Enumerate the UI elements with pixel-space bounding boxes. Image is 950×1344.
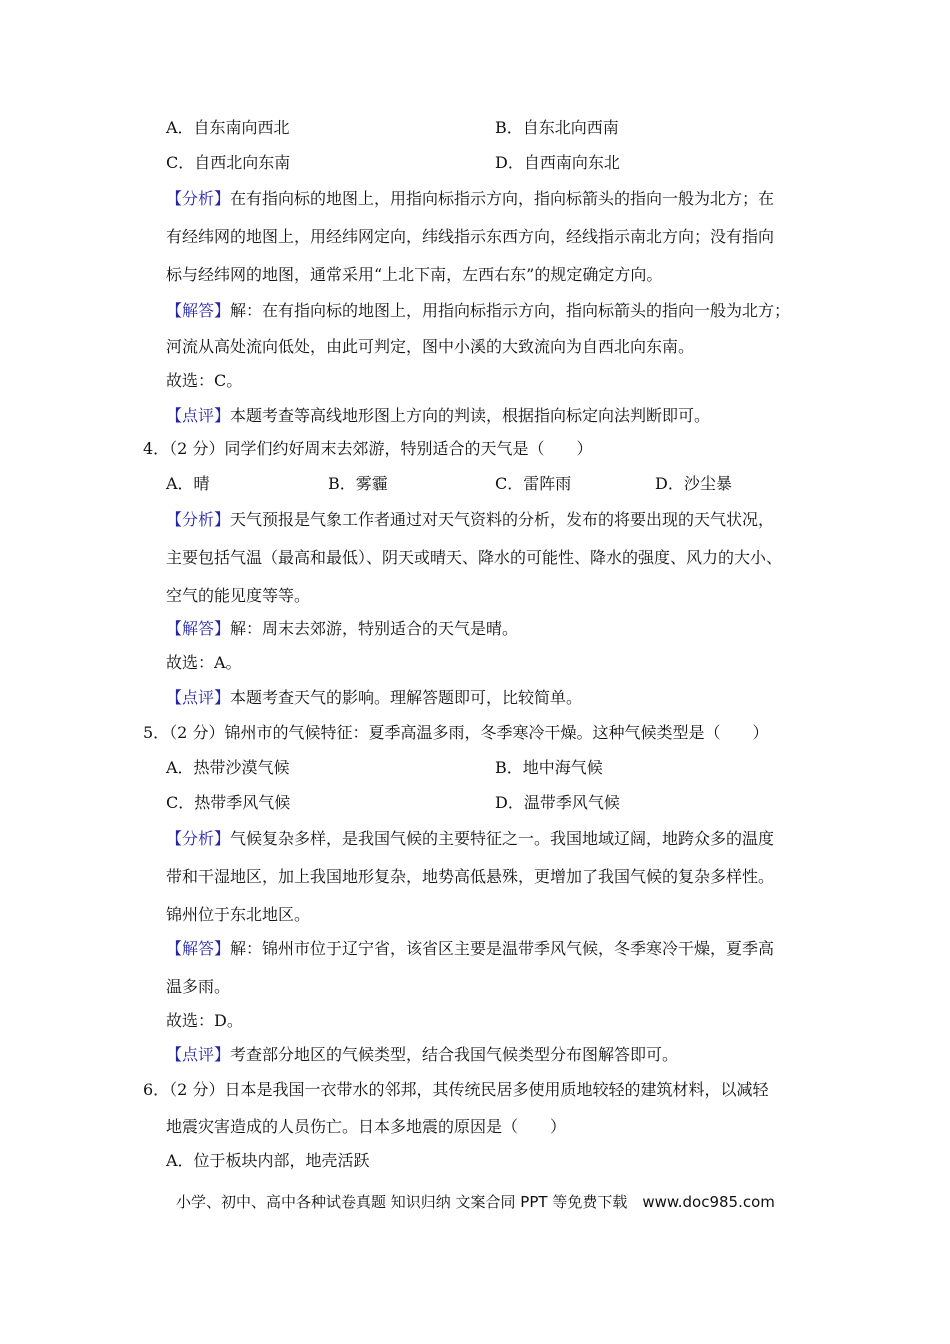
q3-answer-line-2: 河流从高处流向低处，由此可判定，图中小溪的大致流向为自西北向东南。 <box>166 337 695 356</box>
answer-text: 解：在有指向标的地图上，用指向标指示方向，指向标箭头的指向一般为北方； <box>230 301 791 320</box>
answer-tag: 【解答】 <box>166 619 231 638</box>
q3-analysis-line-1 <box>166 189 774 209</box>
q4-choice: 故选：A。 <box>166 653 242 672</box>
q3-option-d: D．自西南向东北 <box>495 153 620 172</box>
q4-option-c: C．雷阵雨 <box>495 474 572 493</box>
q3-answer-line-1 <box>166 301 790 321</box>
q5-analysis-line-2: 带和干湿地区，加上我国地形复杂，地势高低悬殊，更增加了我国气候的复杂多样性。 <box>166 867 775 886</box>
q6-stem-line-2: 地震灾害造成的人员伤亡。日本多地震的原因是（ ） <box>166 1117 567 1136</box>
analysis-text: 气候复杂多样，是我国气候的主要特征之一。我国地域辽阔，地跨众多的温度 <box>230 829 775 848</box>
q5-stem: 5．（2 分）锦州市的气候特征：夏季高温多雨，冬季寒冷干燥。这种气候类型是（ ） <box>143 723 769 742</box>
q3-option-a: A．自东南向西北 <box>166 118 290 137</box>
answer-tag: 【解答】 <box>166 301 231 320</box>
q4-answer-line-1 <box>166 619 518 639</box>
q4-option-a: A．晴 <box>166 474 210 493</box>
q3-choice: 故选：C。 <box>166 371 243 390</box>
q3-comment <box>166 406 710 426</box>
analysis-tag: 【分析】 <box>166 189 231 208</box>
analysis-tag: 【分析】 <box>166 829 231 848</box>
comment-tag: 【点评】 <box>166 1045 231 1064</box>
analysis-tag: 【分析】 <box>166 510 231 529</box>
q4-stem: 4．（2 分）同学们约好周末去郊游，特别适合的天气是（ ） <box>143 439 593 458</box>
q3-option-c: C．自西北向东南 <box>166 153 291 172</box>
comment-text: 考查部分地区的气候类型，结合我国气候类型分布图解答即可。 <box>230 1045 679 1064</box>
q5-analysis-line-3: 锦州位于东北地区。 <box>166 905 311 924</box>
q6-option-a: A．位于板块内部，地壳活跃 <box>166 1151 370 1170</box>
q4-analysis-line-3: 空气的能见度等等。 <box>166 586 311 605</box>
page-footer: 小学、初中、高中各种试卷真题 知识归纳 文案合同 PPT 等免费下载 www.doc985.com <box>176 1193 775 1211</box>
q5-option-a: A．热带沙漠气候 <box>166 758 290 777</box>
q3-analysis-line-3: 标与经纬网的地图，通常采用“上北下南，左西右东”的规定确定方向。 <box>166 265 663 284</box>
answer-text: 解：周末去郊游，特别适合的天气是晴。 <box>230 619 519 638</box>
answer-tag: 【解答】 <box>166 939 231 958</box>
q4-option-d: D．沙尘暴 <box>655 474 732 493</box>
q5-comment <box>166 1045 678 1065</box>
q4-option-b: B．雾霾 <box>328 474 388 493</box>
q5-choice: 故选：D。 <box>166 1011 243 1030</box>
q5-option-c: C．热带季风气候 <box>166 793 291 812</box>
comment-tag: 【点评】 <box>166 688 231 707</box>
q6-stem-line-1: 6．（2 分）日本是我国一衣带水的邻邦，其传统民居多使用质地较轻的建筑材料，以减轻 <box>143 1080 769 1099</box>
answer-text: 解：锦州市位于辽宁省，该省区主要是温带季风气候，冬季寒冷干燥，夏季高 <box>230 939 775 958</box>
comment-text: 本题考查天气的影响。理解答题即可，比较简单。 <box>230 688 583 707</box>
q5-answer-line-2: 温多雨。 <box>166 977 231 996</box>
comment-text: 本题考查等高线地形图上方向的判读，根据指向标定向法判断即可。 <box>230 406 711 425</box>
q5-answer-line-1 <box>166 939 774 959</box>
analysis-text: 天气预报是气象工作者通过对天气资料的分析，发布的将要出现的天气状况， <box>230 510 775 529</box>
comment-tag: 【点评】 <box>166 406 231 425</box>
q5-option-b: B．地中海气候 <box>495 758 603 777</box>
q4-comment <box>166 688 582 708</box>
q3-option-b: B．自东北向西南 <box>495 118 619 137</box>
q3-analysis-line-2: 有经纬网的地图上，用经纬网定向，纬线指示东西方向，经线指示南北方向；没有指向 <box>166 227 775 246</box>
q5-option-d: D．温带季风气候 <box>495 793 620 812</box>
analysis-text: 在有指向标的地图上，用指向标指示方向，指向标箭头的指向一般为北方；在 <box>230 189 775 208</box>
q5-analysis-line-1 <box>166 829 774 849</box>
q4-analysis-line-2: 主要包括气温（最高和最低）、阴天或晴天、降水的可能性、降水的强度、风力的大小、 <box>166 548 783 567</box>
q4-analysis-line-1 <box>166 510 774 530</box>
